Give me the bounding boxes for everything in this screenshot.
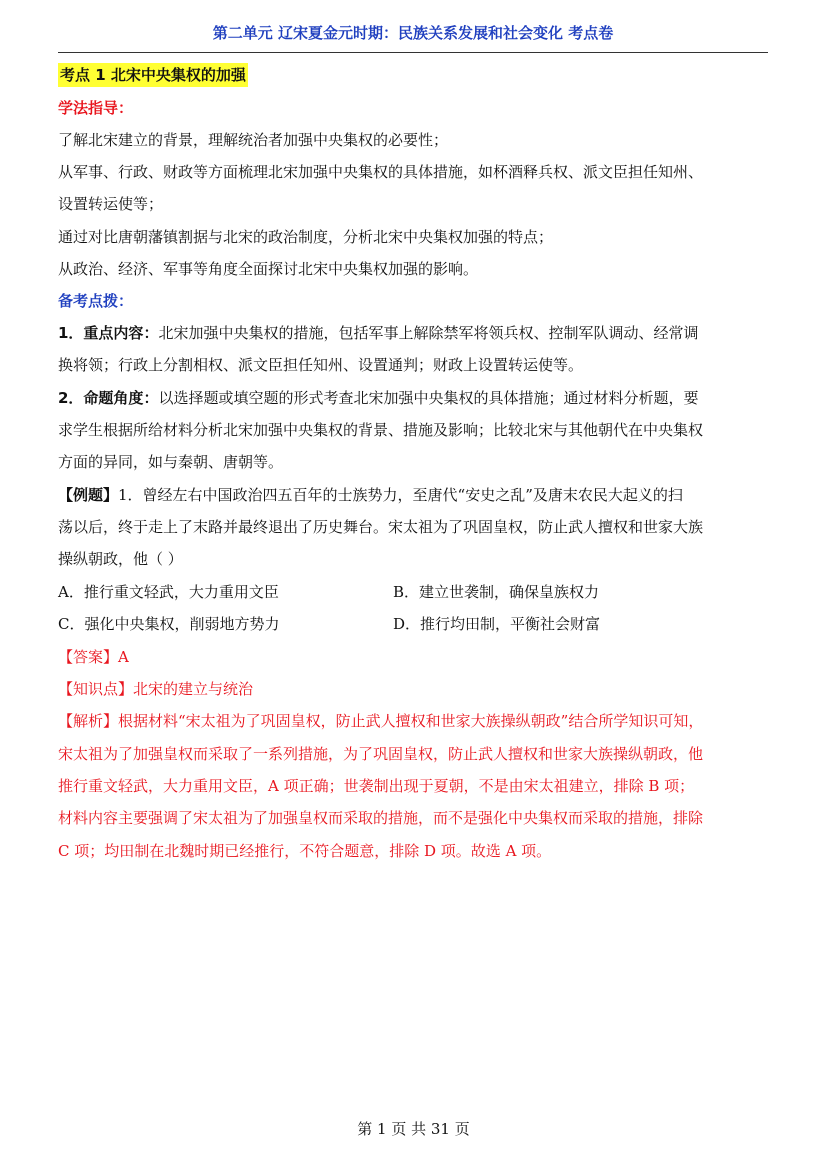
analysis-line: 材料内容主要强调了宋太祖为了加强皇权而采取的措施，而不是强化中央集权而采取的措施，排除 xyxy=(58,809,704,827)
topic-heading: 考点 1 北宋中央集权的加强 xyxy=(58,63,248,87)
prep-point-1-cont: 换将领；行政上分割相权、派文臣担任知州、设置通判；财政上设置转运使等。 xyxy=(58,356,584,374)
prep-point-2-cont: 方面的异同，如与秦朝、唐朝等。 xyxy=(58,453,284,471)
header-divider xyxy=(58,52,768,53)
page-number-footer: 第 1 页 共 31 页 xyxy=(357,1120,470,1138)
prep-point-1 xyxy=(58,323,768,343)
study-guide-line: 从军事、行政、财政等方面梳理北宋加强中央集权的具体措施，如杯酒释兵权、派文臣担任知州、 xyxy=(58,163,704,181)
analysis-line: 宋太祖为了加强皇权而采取了一系列措施，为了巩固皇权，防止武人擅权和世家大族操纵朝政，他 xyxy=(58,745,704,763)
prep-point-2-text: 以选择题或填空题的形式考查北宋加强中央集权的具体措施；通过材料分析题，要 xyxy=(158,389,699,407)
prep-point-2-cont: 求学生根据所给材料分析北宋加强中央集权的背景、措施及影响；比较北宋与其他朝代在中央集权 xyxy=(58,421,704,439)
study-guide-line: 了解北宋建立的背景，理解统治者加强中央集权的必要性； xyxy=(58,131,449,149)
knowledge-point: 【知识点】北宋的建立与统治 xyxy=(58,680,254,698)
answer: 【答案】A xyxy=(58,648,129,666)
example-label: 【例题】 xyxy=(58,486,119,504)
option-d: D．推行均田制，平衡社会财富 xyxy=(393,615,601,633)
options-row-1 xyxy=(58,582,768,602)
study-guide-heading: 学法指导： xyxy=(58,99,134,117)
option-b: B．建立世袭制，确保皇族权力 xyxy=(393,583,600,601)
analysis-line: C 项；均田制在北魏时期已经推行，不符合题意，排除 D 项。故选 A 项。 xyxy=(58,842,552,860)
prep-points-heading: 备考点拨： xyxy=(58,292,134,310)
example-text: 1．曾经左右中国政治四五百年的士族势力，至唐代“安史之乱”及唐末农民大起义的扫 xyxy=(118,486,683,504)
analysis-line: 【解析】根据材料“宋太祖为了巩固皇权，防止武人擅权和世家大族操纵朝政”结合所学知识可知， xyxy=(58,712,704,730)
prep-point-2 xyxy=(58,388,768,408)
options-row-2 xyxy=(58,614,768,634)
option-a: A．推行重文轻武，大力重用文臣 xyxy=(58,583,279,601)
example-question-cont: 荡以后，终于走上了末路并最终退出了历史舞台。宋太祖为了巩固皇权，防止武人擅权和世家大族 xyxy=(58,518,704,536)
study-guide-line: 通过对比唐朝藩镇割据与北宋的政治制度，分析北宋中央集权加强的特点； xyxy=(58,228,554,246)
study-guide-line: 设置转运使等； xyxy=(58,195,164,213)
example-question xyxy=(58,485,768,505)
option-c: C．强化中央集权，削弱地方势力 xyxy=(58,615,280,633)
prep-point-1-text: 北宋加强中央集权的措施，包括军事上解除禁军将领兵权、控制军队调动、经常调 xyxy=(158,324,699,342)
study-guide-line: 从政治、经济、军事等角度全面探讨北宋中央集权加强的影响。 xyxy=(58,260,479,278)
prep-point-1-label: 1．重点内容： xyxy=(58,324,159,342)
prep-point-2-label: 2．命题角度： xyxy=(58,389,159,407)
document-header-title: 第二单元 辽宋夏金元时期：民族关系发展和社会变化 考点卷 xyxy=(212,24,614,42)
analysis-line: 推行重文轻武，大力重用文臣，A 项正确；世袭制出现于夏朝，不是由宋太祖建立，排除 B 项； xyxy=(58,777,695,795)
example-question-cont: 操纵朝政，他（ ） xyxy=(58,550,183,568)
